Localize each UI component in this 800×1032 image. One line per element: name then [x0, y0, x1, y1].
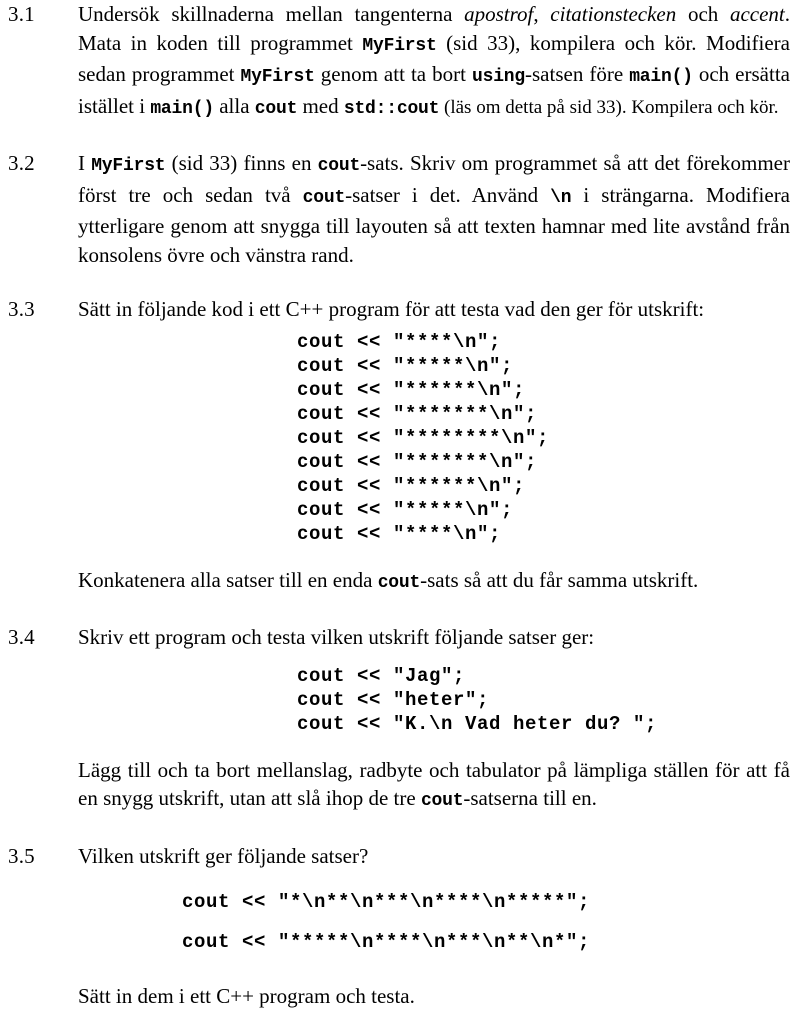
exercise-number: 3.5 — [8, 843, 35, 868]
code-line: cout << "****\n"; — [297, 522, 502, 545]
inline-code: MyFirst — [240, 67, 315, 87]
exercise-number: 3.4 — [8, 625, 35, 649]
inline-code: cout — [254, 98, 298, 119]
code-line: cout << "*******\n"; — [297, 450, 538, 473]
inline-code: using — [471, 67, 525, 87]
spacer — [0, 546, 800, 566]
code-line: cout << "****\n"; — [297, 330, 502, 353]
code-line: cout << "*****\n"; — [297, 498, 514, 521]
inline-code: MyFirst — [91, 156, 166, 176]
inline-code: cout — [302, 187, 346, 208]
body-text: -satser i det. Använd — [345, 182, 551, 207]
code-line: cout << "*****\n****\n***\n**\n*"; — [182, 931, 591, 953]
body-text: Konkatenera alla satser till en enda — [78, 567, 378, 592]
code-line: cout << "********\n"; — [297, 426, 550, 449]
body-text: alla — [213, 93, 255, 118]
exercise-paragraph — [78, 295, 800, 324]
code-line: cout << "Jag"; — [297, 664, 466, 687]
body-text: Sätt in dem i ett C++ program och testa. — [78, 984, 415, 1008]
code-line: cout << "*******\n"; — [297, 402, 538, 425]
code-line: cout << "K.\n Vad heter du? "; — [297, 712, 658, 735]
emphasis-text: citationstecken — [550, 2, 677, 26]
inline-code: std::cout — [343, 98, 440, 119]
spacer — [0, 870, 800, 882]
body-text: Lägg till och ta bort mellanslag, radbyte och tabulator på lämpliga ställen för att få en snygg utskrift, utan att slå ihop de tre — [78, 757, 790, 810]
code-line: cout << "******\n"; — [297, 474, 526, 497]
body-text: genom att ta bort — [314, 62, 472, 86]
body-text: I — [78, 151, 92, 175]
inline-code: main() — [629, 67, 693, 87]
code-line: cout << "******\n"; — [297, 378, 526, 401]
inline-code: \n — [550, 187, 572, 208]
exercise-number: 3.1 — [8, 2, 35, 26]
body-text: -satserna till en. — [463, 786, 597, 810]
body-text: Sätt in följande kod i ett C++ program för att testa vad den ger för utskrift: — [78, 297, 705, 321]
inline-code: cout — [420, 791, 464, 811]
code-listing-3-4 — [0, 664, 800, 736]
spacer — [0, 123, 800, 149]
body-text: Undersök skillnaderna mellan tangenterna — [78, 2, 465, 26]
exercise-number: 3.3 — [8, 297, 35, 321]
inline-code: main() — [150, 98, 214, 119]
inline-code: cout — [377, 572, 421, 593]
body-text: . Mata in koden till programmet — [78, 2, 790, 55]
inline-code: cout — [317, 156, 361, 176]
code-line: cout << "*****\n"; — [297, 354, 514, 377]
exercise-3-3 — [0, 295, 800, 324]
body-text: , — [533, 2, 551, 26]
spacer — [0, 816, 800, 842]
exercise-3-4 — [0, 623, 800, 652]
body-text: (sid 33) finns en — [165, 151, 318, 175]
spacer — [0, 962, 800, 982]
spacer — [0, 597, 800, 623]
body-text: -satsen före — [525, 62, 630, 86]
exercise-3-3-followup — [0, 566, 800, 598]
small-text: (läs om detta på sid 33). Kompilera och kör. — [439, 96, 779, 118]
exercise-3-5-followup — [0, 982, 800, 1011]
emphasis-text: apostrof — [464, 2, 534, 26]
spacer — [0, 269, 800, 295]
body-text: Vilken utskrift ger följande satser? — [78, 843, 369, 868]
code-line: cout << "*\n**\n***\n****\n*****"; — [182, 891, 591, 913]
emphasis-text: accent — [729, 2, 785, 26]
body-text: Skriv ett program och testa vilken utskrift följande satser ger: — [78, 625, 595, 649]
exercise-paragraph — [78, 0, 800, 123]
exercise-3-1 — [0, 0, 800, 123]
exercise-3-4-followup — [0, 756, 800, 816]
body-text: -sats. Skriv om programmet så att det förekommer först tre och sedan två — [78, 151, 790, 207]
exercise-number: 3.2 — [8, 151, 35, 175]
exercise-paragraph — [78, 149, 800, 269]
spacer — [0, 736, 800, 756]
followup-paragraph — [78, 566, 800, 598]
code-listing-3-5 — [0, 882, 800, 962]
exercise-paragraph — [78, 623, 800, 652]
body-text: -sats så att du får samma utskrift. — [420, 567, 699, 592]
body-text: och — [676, 2, 730, 26]
exercise-3-5 — [0, 842, 800, 871]
followup-paragraph — [78, 756, 800, 816]
body-text: (sid 33), kompilera och kör. Modifiera sedan programmet — [78, 30, 790, 86]
code-line: cout << "heter"; — [297, 688, 490, 711]
exercise-3-2 — [0, 149, 800, 269]
code-listing-3-3 — [0, 330, 800, 546]
body-text: och ersätta istället i — [78, 62, 790, 118]
body-text: med — [297, 93, 344, 118]
inline-code: MyFirst — [362, 35, 437, 56]
body-text: i strängarna. Modifiera ytterligare genom att snygga till layouten så att texten hamnar med lite avstånd från konsolens övre och vänstra rand. — [78, 182, 791, 267]
spacer — [0, 652, 800, 664]
exercise-paragraph — [78, 842, 800, 871]
followup-paragraph — [78, 982, 800, 1011]
